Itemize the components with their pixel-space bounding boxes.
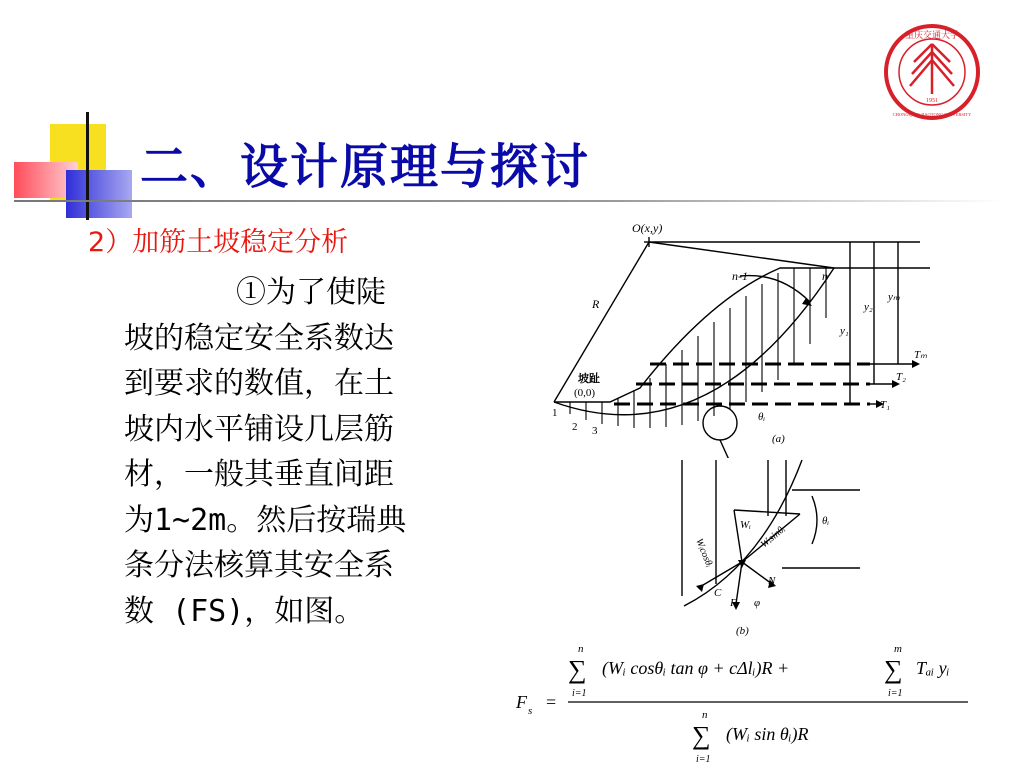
deco-vertical-line [86,112,89,220]
c-label: C [714,587,722,599]
y1-label: y₁ [840,325,849,337]
numerator-term-1: (Wᵢ cosθᵢ tan φ + cΔlᵢ)R + [602,658,790,678]
body-line: 到要求的数值，在土 [124,366,394,401]
toe-label: 坡趾 [578,373,600,385]
num-sum-1: ∑ [568,655,587,684]
deco-blue-block [66,170,132,218]
caption-a: (a) [772,433,785,445]
body-line: 数 (FS)，如图。 [124,593,365,629]
num-sum-1-upper: n [578,643,584,655]
num-sum-2-upper: m [894,643,902,655]
slope-stability-diagram-a [540,218,940,458]
logo-bottom-text: CHONGQING JIAOTONG UNIVERSITY [892,112,972,117]
ym-label: yₘ [888,291,900,303]
theta-label-b: θᵢ [822,515,830,527]
deco-horizontal-line [14,200,1004,202]
body-paragraph [124,270,444,634]
den-sum: ∑ [692,721,711,750]
wcos-label: Wᵢcosθᵢ [693,537,715,569]
t2-label: T₂ [896,371,906,383]
logo-year: 1951 [926,98,938,104]
slice-number-2: 2 [572,421,578,433]
body-line: 材，一般其垂直间距 [124,457,394,492]
num-sum-2: ∑ [884,655,903,684]
body-line: 条分法核算其安全系 [124,548,394,583]
t1-label: T₁ [880,399,890,411]
denominator-term: (Wᵢ sin θᵢ)R [726,724,809,744]
y2-label: y₂ [864,301,873,313]
slice-number-1: 1 [552,407,558,419]
section-subtitle: 2）加筋土坡稳定分析 [88,227,349,258]
safety-factor-formula [512,638,972,766]
slide-title: 二、设计原理与探讨 [140,139,591,195]
center-label: O(x,y) [632,221,663,235]
caption-b: (b) [736,625,749,637]
theta-label-a: θᵢ [758,411,766,423]
body-line: ①为了使陡 [236,275,386,310]
wi-label: Wᵢ [740,519,751,531]
body-line: 坡内水平铺设几层筋 [124,411,394,447]
logo-top-text: 重庆交通大学 [904,30,960,40]
f-label: F [730,597,737,609]
formula-lhs: F [516,692,527,712]
formula-equals: = [546,692,557,712]
num-sum-1-lower: i=1 [572,688,587,699]
body-line: 坡的稳定安全系数达 [124,320,394,356]
den-sum-upper: n [702,709,708,721]
toe-coord: (0,0) [574,387,596,399]
slice-force-diagram-b [672,456,868,640]
den-sum-lower: i=1 [696,754,711,765]
num-sum-2-lower: i=1 [888,688,903,699]
n-label: N [768,575,776,587]
radius-label: R [592,297,600,311]
slice-n1-label: n-1 [732,269,748,283]
slice-n-label: n [822,269,828,283]
wsin-label: Wᵢsinθᵢ [758,523,788,551]
phi-label: φ [754,597,761,609]
numerator-term-2: Tₐᵢ yᵢ [916,658,950,678]
tm-label: Tₘ [914,349,927,361]
slice-number-3: 3 [592,425,598,437]
body-line: 为1~2m。然后按瑞典 [124,502,407,538]
formula-lhs-sub: s [528,705,533,717]
university-logo [880,22,984,122]
